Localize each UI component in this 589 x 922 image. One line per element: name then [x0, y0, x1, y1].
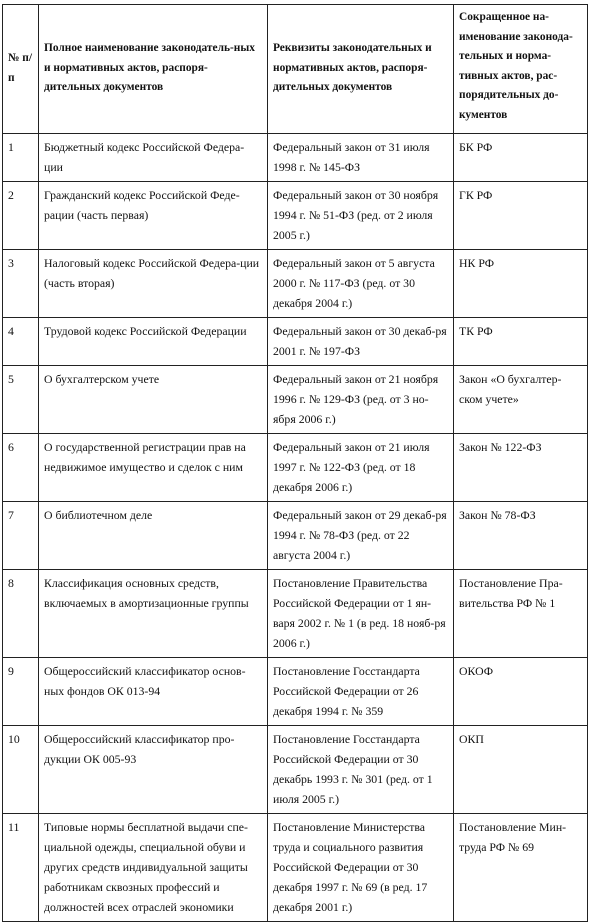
table-row [3, 658, 588, 726]
table-row [3, 250, 588, 318]
row-full-name: Гражданский кодекс Российской Феде-рации (часть первая) [39, 182, 268, 250]
row-number: 2 [3, 182, 39, 250]
row-number: 5 [3, 366, 39, 434]
row-full-name: Трудовой кодекс Российской Федерации [39, 318, 268, 366]
table-row [3, 434, 588, 502]
table-row [3, 134, 588, 182]
row-full-name: Классификация основных средств, включаемых в амортизационные группы [39, 570, 268, 658]
row-number: 10 [3, 726, 39, 814]
row-abbreviation: Постановление Мин-труда РФ № 69 [454, 814, 588, 922]
row-abbreviation: ТК РФ [454, 318, 588, 366]
row-requisites: Постановление Госстандарта Российской Федерации от 30 декабрь 1993 г. № 301 (ред. от 1 июля 2005 г.) [268, 726, 454, 814]
row-full-name: О бухгалтерском учете [39, 366, 268, 434]
row-requisites: Федеральный закон от 29 декаб-ря 1994 г. № 78-ФЗ (ред. от 22 августа 2004 г.) [268, 502, 454, 570]
row-abbreviation: ОКП [454, 726, 588, 814]
row-abbreviation: Постановление Пра-вительства РФ № 1 [454, 570, 588, 658]
legal-acts-table [2, 4, 588, 922]
row-requisites: Постановление Госстандарта Российской Федерации от 26 декабря 1994 г. № 359 [268, 658, 454, 726]
row-full-name: О государственной регистрации прав на недвижимое имущество и сделок с ним [39, 434, 268, 502]
row-abbreviation: БК РФ [454, 134, 588, 182]
row-requisites: Постановление Правительства Российской Федерации от 1 ян-варя 2002 г. № 1 (в ред. 18 нояб-ря 2006 г.) [268, 570, 454, 658]
row-abbreviation: ГК РФ [454, 182, 588, 250]
row-number: 3 [3, 250, 39, 318]
row-full-name: О библиотечном деле [39, 502, 268, 570]
row-full-name: Налоговый кодекс Российской Федера-ции (часть вторая) [39, 250, 268, 318]
table-header-row [3, 5, 588, 134]
row-number: 11 [3, 814, 39, 922]
row-abbreviation: Закон «О бухгалтер-ском учете» [454, 366, 588, 434]
row-requisites: Федеральный закон от 31 июля 1998 г. № 145-ФЗ [268, 134, 454, 182]
row-abbreviation: Закон № 122-ФЗ [454, 434, 588, 502]
header-full-name: Полное наименование законодатель-ных и нормативных актов, распоря-дительных документов [39, 5, 268, 134]
row-requisites: Федеральный закон от 21 ноября 1996 г. № 129-ФЗ (ред. от 3 но-ября 2006 г.) [268, 366, 454, 434]
row-number: 7 [3, 502, 39, 570]
row-requisites: Постановление Министерства труда и социального развития Российской Федерации от 30 декабря 1997 г. № 69 (в ред. 17 декабря 2001 г.) [268, 814, 454, 922]
row-number: 1 [3, 134, 39, 182]
row-requisites: Федеральный закон от 5 августа 2000 г. № 117-ФЗ (ред. от 30 декабря 2004 г.) [268, 250, 454, 318]
row-full-name: Бюджетный кодекс Российской Федера-ции [39, 134, 268, 182]
row-requisites: Федеральный закон от 21 июля 1997 г. № 122-ФЗ (ред. от 18 декабря 2006 г.) [268, 434, 454, 502]
table-row [3, 318, 588, 366]
row-requisites: Федеральный закон от 30 ноября 1994 г. № 51-ФЗ (ред. от 2 июля 2005 г.) [268, 182, 454, 250]
row-number: 4 [3, 318, 39, 366]
row-number: 8 [3, 570, 39, 658]
row-abbreviation: Закон № 78-ФЗ [454, 502, 588, 570]
table-row [3, 726, 588, 814]
row-number: 6 [3, 434, 39, 502]
table-row [3, 570, 588, 658]
row-number: 9 [3, 658, 39, 726]
header-number: № п/п [3, 5, 39, 134]
header-abbreviation: Сокращенное на-именование законода-тельных и норма-тивных актов, рас-порядительных до-кументов [454, 5, 588, 134]
row-requisites: Федеральный закон от 30 декаб-ря 2001 г. № 197-ФЗ [268, 318, 454, 366]
row-full-name: Типовые нормы бесплатной выдачи спе-циальной одежды, специальной обуви и других средств индивидуальной защиты работникам сквозных профессий и должностей всех отраслей экономики [39, 814, 268, 922]
row-full-name: Общероссийский классификатор про-дукции ОК 005-93 [39, 726, 268, 814]
row-abbreviation: НК РФ [454, 250, 588, 318]
header-requisites: Реквизиты законодательных и нормативных актов, распоря-дительных документов [268, 5, 454, 134]
row-abbreviation: ОКОФ [454, 658, 588, 726]
table-row [3, 814, 588, 922]
table-row [3, 502, 588, 570]
table-row [3, 182, 588, 250]
row-full-name: Общероссийский классификатор основ-ных фондов ОК 013-94 [39, 658, 268, 726]
table-row [3, 366, 588, 434]
